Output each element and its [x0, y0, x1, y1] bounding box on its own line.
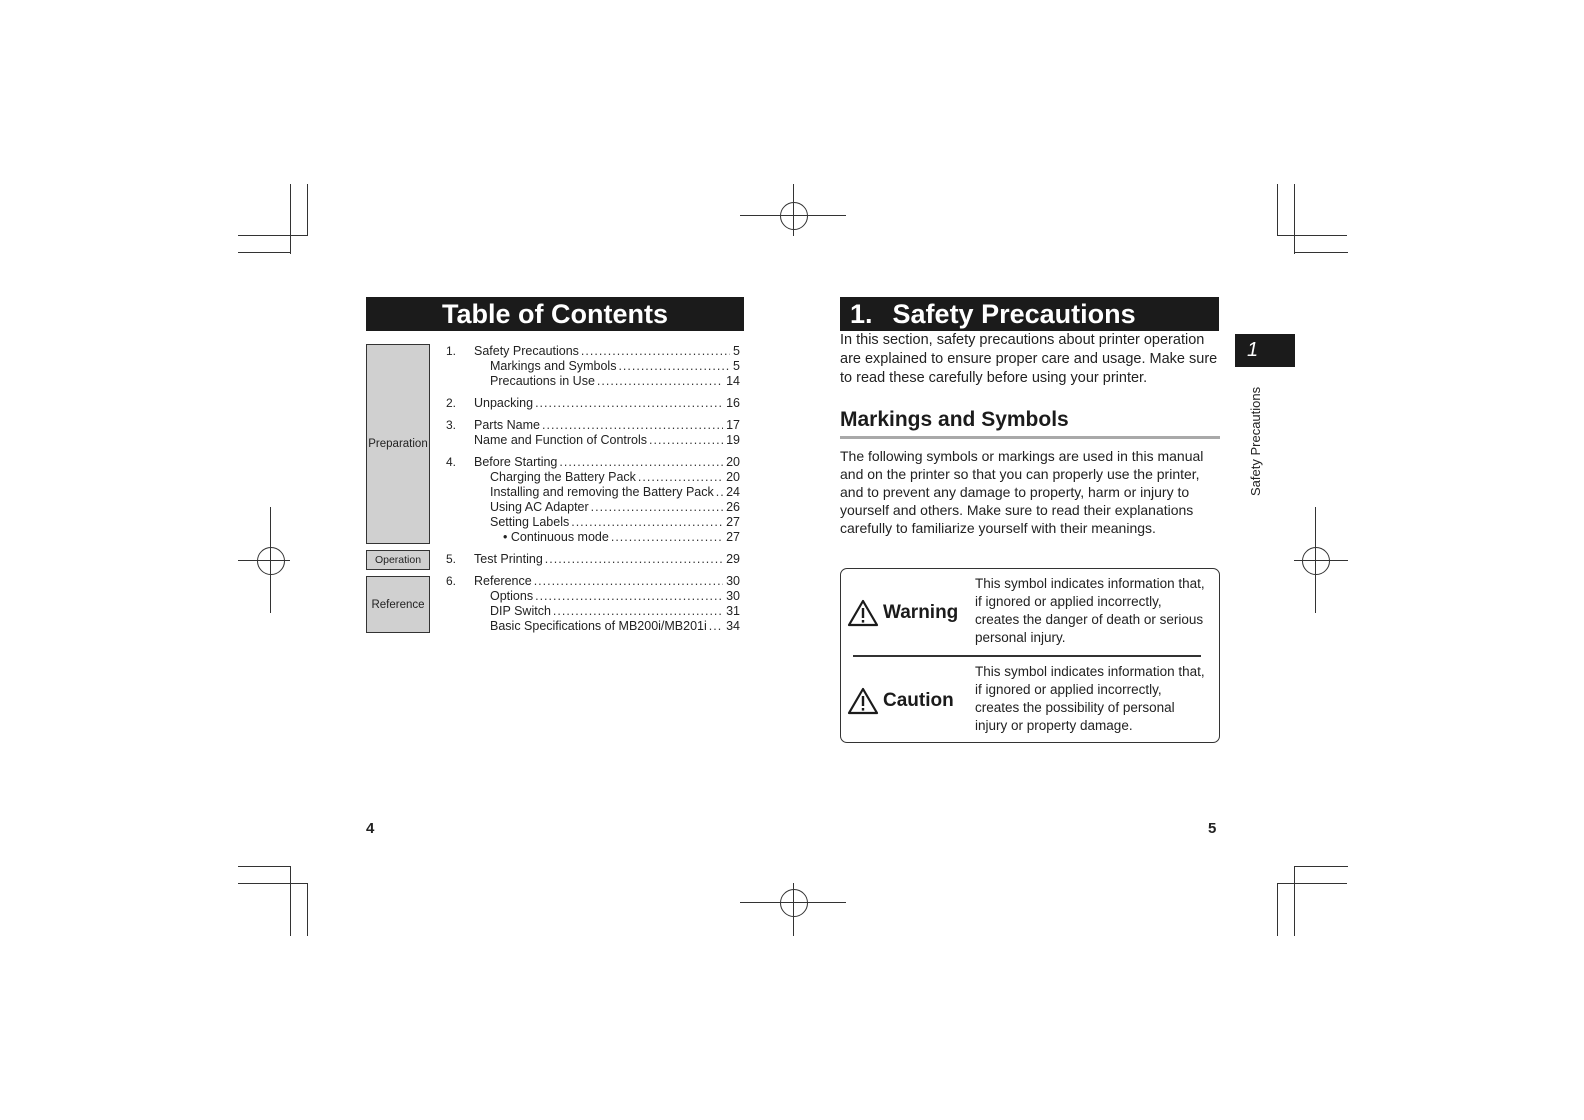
chapter-tab: 1: [1235, 334, 1295, 367]
toc-entry-label: Using AC Adapter: [490, 500, 589, 514]
toc-entry[interactable]: [490, 359, 740, 373]
toc-entry-page: 29: [726, 552, 740, 566]
toc-number: 3.: [446, 418, 457, 432]
toc-entry-page: 19: [726, 433, 740, 447]
toc-entry[interactable]: [490, 589, 740, 603]
toc-entry-label: Parts Name: [474, 418, 540, 432]
toc-entry-label: Setting Labels: [490, 515, 570, 529]
toc-entry-label: Precautions in Use: [490, 374, 595, 388]
toc-entry-label: Name and Function of Controls: [474, 433, 648, 447]
symbol-label: [847, 657, 954, 744]
toc-entry[interactable]: [490, 604, 740, 618]
toc-number: 1.: [446, 344, 457, 358]
tab-operation: Operation: [366, 550, 430, 570]
toc-entry[interactable]: [490, 500, 740, 514]
toc-entry[interactable]: [474, 455, 740, 469]
toc-entry-page: 16: [726, 396, 740, 410]
toc-entry-label: DIP Switch: [490, 604, 551, 618]
toc-entry[interactable]: [474, 574, 740, 588]
toc-entry[interactable]: [490, 515, 740, 529]
toc-entry-page: 30: [726, 589, 740, 603]
toc-entry-label: Installing and removing the Battery Pack: [490, 485, 714, 499]
section-title-text: Safety Precautions: [892, 299, 1136, 329]
toc-entry-label: Options: [490, 589, 534, 603]
toc-entry-page: 5: [733, 359, 740, 373]
symbol-label-text: Warning: [883, 602, 959, 623]
toc-entry-page: 5: [733, 344, 740, 358]
toc-title: Table of Contents: [366, 297, 744, 331]
symbol-label: [847, 569, 958, 657]
page-number-left: 4: [366, 820, 375, 837]
toc-entry-label: Safety Precautions: [474, 344, 579, 358]
toc-entry[interactable]: [474, 433, 740, 447]
toc-entry-page: 30: [726, 574, 740, 588]
toc-entry[interactable]: [474, 552, 740, 566]
intro-paragraph: In this section, safety precautions about printer operation are explained to ensure proper care and usage. Make sure to read these carefully before using your printer.: [840, 332, 1218, 386]
toc-entry-page: 20: [726, 470, 740, 484]
toc-entry-label: Reference: [474, 574, 532, 588]
toc-entry[interactable]: [474, 396, 740, 410]
toc-number: 5.: [446, 552, 457, 566]
toc-entry-page: 17: [726, 418, 740, 432]
toc-number: 6.: [446, 574, 457, 588]
toc-entry-label: Basic Specifications of MB200i/MB201i: [490, 619, 707, 633]
chapter-tab-label: Safety Precautions: [1248, 386, 1263, 496]
toc-entry[interactable]: [490, 374, 740, 388]
page-number-right: 5: [1208, 820, 1217, 837]
toc-entry[interactable]: [503, 530, 740, 544]
toc-entry-label: Markings and Symbols: [490, 359, 617, 373]
symbol-description: This symbol indicates information that, if ignored or applied incorrectly, creates the danger of death or serious personal injury.: [975, 576, 1205, 645]
toc-entry-page: 26: [726, 500, 740, 514]
toc-number: 2.: [446, 396, 457, 410]
tab-reference: Reference: [366, 576, 430, 633]
toc-entry-label: Before Starting: [474, 455, 558, 469]
toc-entry[interactable]: [490, 619, 740, 633]
toc-entry-page: 20: [726, 455, 740, 469]
section-title: [840, 297, 1219, 331]
symbols-table: [840, 568, 1220, 743]
symbol-label-text: Caution: [883, 689, 954, 711]
toc-number: 4.: [446, 455, 457, 469]
toc-entry[interactable]: [474, 344, 740, 358]
toc-entry-page: 27: [726, 515, 740, 529]
toc-entry-page: 27: [726, 530, 740, 544]
toc-entry-label: Test Printing: [474, 552, 543, 566]
symbol-row-caution: [841, 657, 1219, 744]
warning-triangle-icon: [847, 599, 879, 627]
toc-entry-page: 14: [726, 374, 740, 388]
toc-entry-label: Charging the Battery Pack: [490, 470, 636, 484]
toc-entry-label: Unpacking: [474, 396, 534, 410]
toc-entry-page: 31: [726, 604, 740, 618]
symbol-row-warning: [841, 569, 1219, 657]
symbol-description: This symbol indicates information that, if ignored or applied incorrectly, creates the possibility of personal injury or property damage.: [975, 664, 1205, 733]
toc-entry[interactable]: [490, 470, 740, 484]
tab-preparation: Preparation: [366, 344, 430, 544]
toc-entry[interactable]: [490, 485, 740, 499]
toc-entry-page: 24: [726, 485, 740, 499]
warning-triangle-icon: [847, 687, 879, 715]
toc-entry[interactable]: [474, 418, 740, 432]
toc-entry-label: • Continuous mode: [503, 530, 609, 544]
section-title-number: 1.: [850, 299, 873, 329]
subsection-heading: Markings and Symbols: [840, 406, 1220, 439]
toc-entry-page: 34: [726, 619, 740, 633]
body-paragraph: The following symbols or markings are used in this manual and on the printer so that you can properly use the printer, and to prevent any damage to property, harm or injury to yourself and others. Make sure to read their explanations carefully to familiarize yourself with their meanings.: [840, 448, 1204, 536]
